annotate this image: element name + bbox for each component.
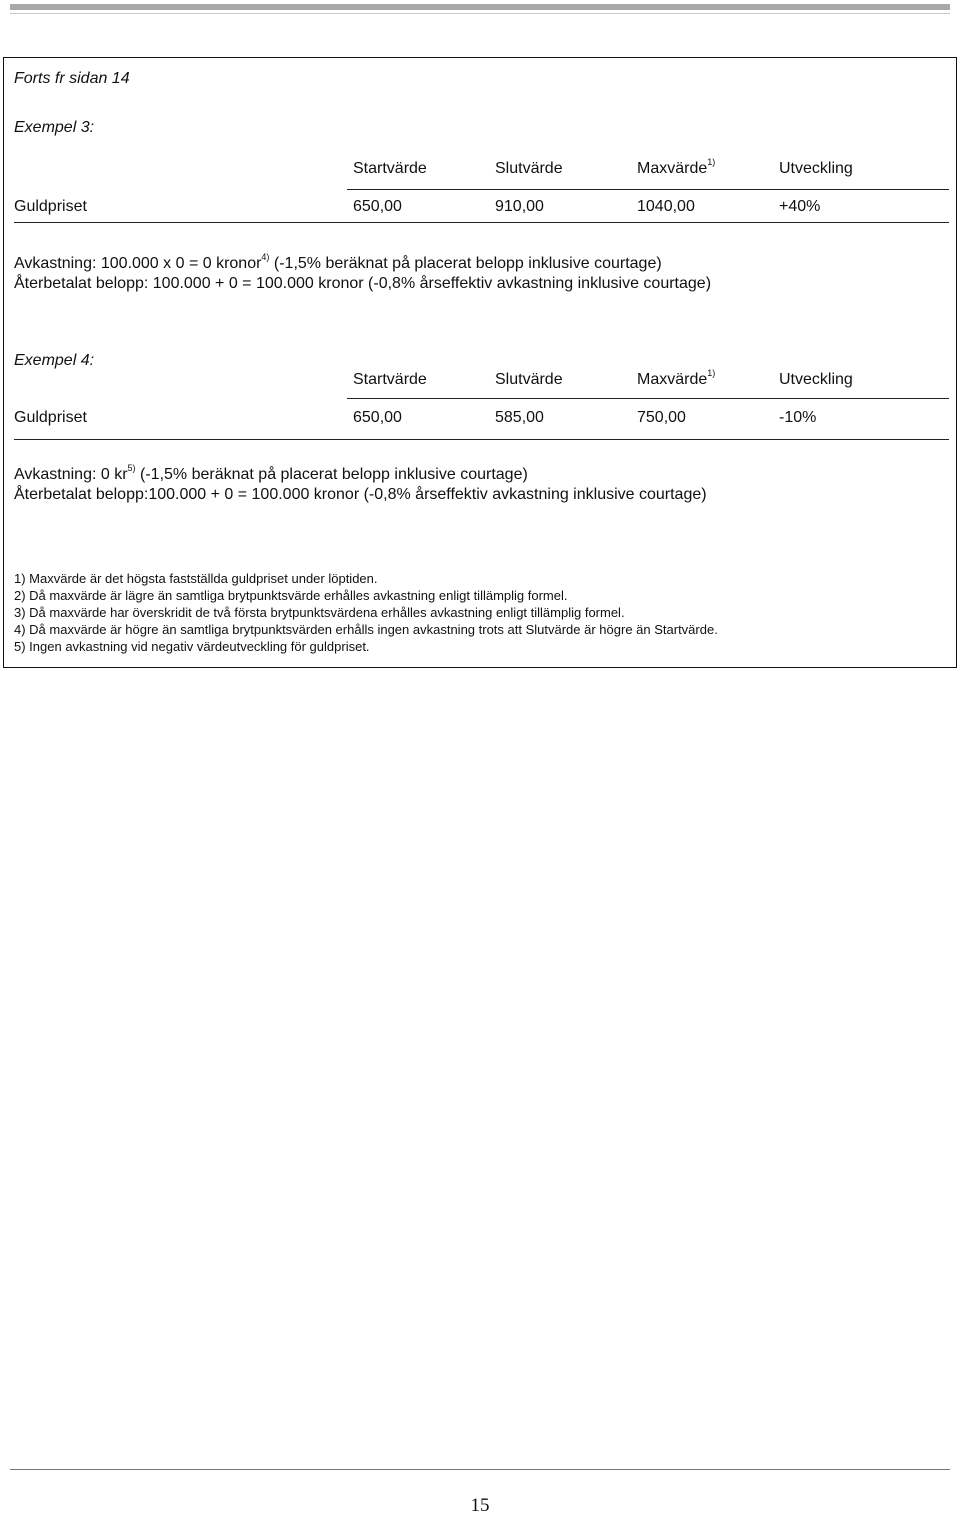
cell-start: 650,00 bbox=[353, 409, 402, 426]
footer-rule bbox=[10, 1469, 950, 1470]
footnote-2: 2) Då maxvärde är lägre än samtliga brytpunktsvärde erhålles avkastning enligt tillämplig formel. bbox=[14, 588, 568, 603]
example3-row-rule bbox=[14, 222, 949, 223]
example3-title: Exempel 3: bbox=[14, 119, 95, 136]
cell-end: 910,00 bbox=[495, 198, 544, 215]
col-start-header: Startvärde bbox=[353, 371, 427, 388]
col-change-header: Utveckling bbox=[779, 160, 853, 177]
cell-start: 650,00 bbox=[353, 198, 402, 215]
top-decorative-line bbox=[10, 13, 950, 14]
footnote-1: 1) Maxvärde är det högsta fastställda guldpriset under löptiden. bbox=[14, 571, 378, 586]
example4-header-rule bbox=[347, 398, 949, 399]
col-start-header: Startvärde bbox=[353, 160, 427, 177]
cell-change: +40% bbox=[779, 198, 821, 215]
col-end-header: Slutvärde bbox=[495, 371, 563, 388]
cell-end: 585,00 bbox=[495, 409, 544, 426]
footnote-5: 5) Ingen avkastning vid negativ värdeutveckling för guldpriset. bbox=[14, 639, 370, 654]
example3-return: Avkastning: 100.000 x 0 = 0 kronor$^{4)}$ (-1,5% beräknat på placerat belopp inklusive courtage) bbox=[14, 252, 662, 272]
row-label: Guldpriset bbox=[14, 198, 87, 215]
example3-repaid: Återbetalat belopp: 100.000 + 0 = 100.000 kronor (-0,8% årseffektiv avkastning inklusive courtage) bbox=[14, 275, 712, 292]
content-box bbox=[3, 57, 957, 668]
cell-change: -10% bbox=[779, 409, 817, 426]
example4-title: Exempel 4: bbox=[14, 352, 95, 369]
example4-row-rule bbox=[14, 439, 949, 440]
example3-header-rule bbox=[347, 189, 949, 190]
col-max-header: Maxvärde$^{1)}$ bbox=[637, 157, 716, 177]
page-number: 15 bbox=[470, 1495, 490, 1516]
top-decorative-bar bbox=[10, 4, 950, 10]
col-max-header: Maxvärde$^{1)}$ bbox=[637, 368, 716, 388]
footnote-3: 3) Då maxvärde har överskridit de två första brytpunktsvärdena erhålles avkastning enligt tillämplig formel. bbox=[14, 605, 625, 620]
row-label: Guldpriset bbox=[14, 409, 87, 426]
col-end-header: Slutvärde bbox=[495, 160, 563, 177]
cell-max: 750,00 bbox=[637, 409, 686, 426]
cell-max: 1040,00 bbox=[637, 198, 695, 215]
example4-return: Avkastning: 0 $kr^{5)}$ (-1,5% beräknat på placerat belopp inklusive courtage) bbox=[14, 463, 528, 483]
continued-note: Forts fr sidan 14 bbox=[14, 70, 130, 87]
example4-repaid: Återbetalat belopp:100.000 + 0 = 100.000 kronor (-0,8% årseffektiv avkastning inklusive courtage) bbox=[14, 486, 707, 503]
footnote-4: 4) Då maxvärde är högre än samtliga brytpunktsvärden erhålls ingen avkastning trots att Slutvärde är högre än Startvärde. bbox=[14, 622, 718, 637]
col-change-header: Utveckling bbox=[779, 371, 853, 388]
